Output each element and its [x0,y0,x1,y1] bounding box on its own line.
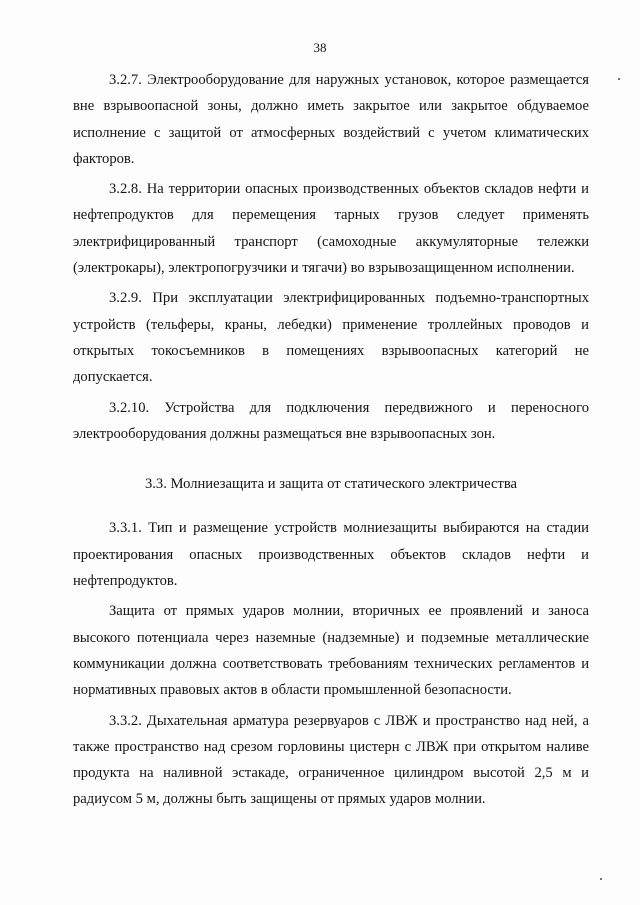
paragraph-3-2-7: 3.2.7. Электрооборудование для наружных установок, которое размещается вне взрывоопасной зоны, должно иметь закрытое или закрытое обдуваемое исполнение с защитой от атмосферных воздействий с учетом климатических факторов. [73,72,589,167]
paragraph-3-2-8: 3.2.8. На территории опасных производственных объектов складов нефти и нефтепродуктов для перемещения тарных грузов следует применять электрифицированный транспорт (самоходные аккумуляторные тележки (электрокары), электропогрузчики и тягачи) во взрывозащищенном исполнении. [73,181,589,277]
section-heading: 3.3. Молниезащита и защита от статического электричества [144,476,518,493]
paragraph-3-3-2: 3.3.2. Дыхательная арматура резервуаров с ЛВЖ и пространство над ней, а также пространство над срезом горловины цистерн с ЛВЖ при открытом наливе продукта на наливной эстакаде, ограниченное цилиндром высотой 2,5 м и радиусом 5 м, должны быть защищены от прямых ударов молнии. [73,712,589,808]
paragraph-3-2-9: 3.2.9. При эксплуатации электрифицированных подъемно-транспортных устройств (тельферы, краны, лебедки) применение троллейных проводов и открытых токосъемников в помещениях взрывоопасных категорий не допускается. [73,290,589,386]
scan-speck [600,878,602,880]
scan-speck [618,78,620,80]
paragraph-3-3-1: 3.3.1. Тип и размещение устройств молниезащиты выбираются на стадии проектирования опасных производственных объектов складов нефти и нефтепродуктов. [73,520,589,590]
page-body [73,67,589,817]
paragraph-3-2-10: 3.2.10. Устройства для подключения передвижного и переносного электрооборудования должны размещаться вне взрывоопасных зон. [73,399,589,442]
paragraph-lightning-protection: Защита от прямых ударов молнии, вторичных ее проявлений и заноса высокого потенциала через наземные (надземные) и подземные металлические коммуникации должна соответствовать требованиям технических регламентов и нормативных правовых актов в области промышленной безопасности. [73,603,589,699]
page-number: 38 [313,40,327,55]
